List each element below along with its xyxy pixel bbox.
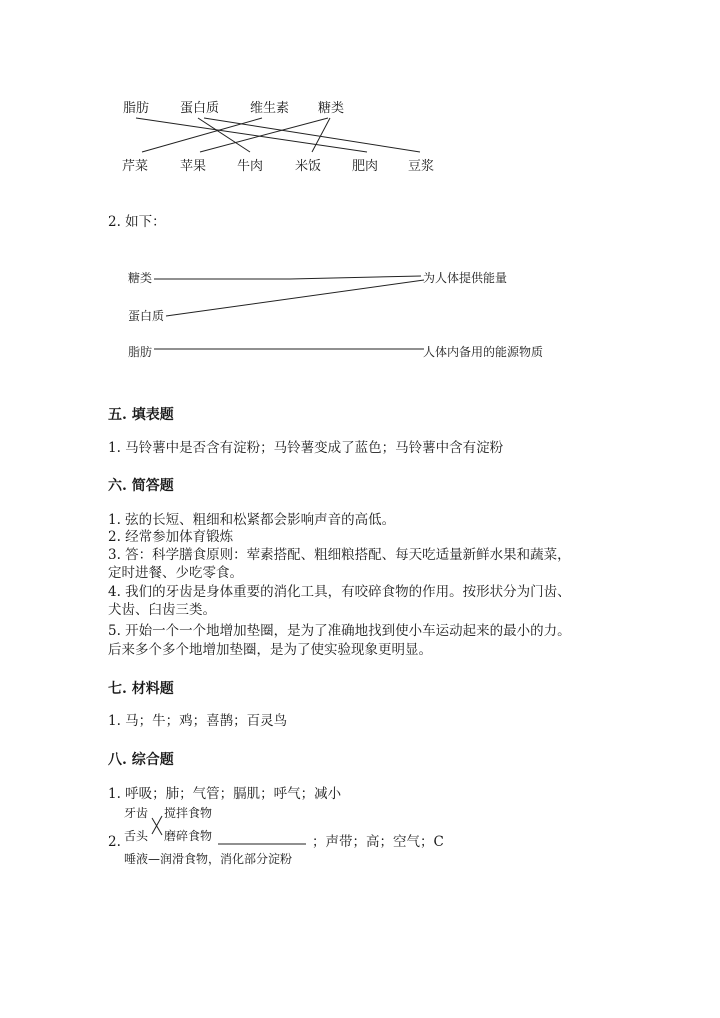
sec8-item-2-prefix: 2. xyxy=(108,834,121,850)
diagram-teeth: 牙齿 xyxy=(124,806,149,820)
match-top-sugar: 糖类 xyxy=(318,101,345,116)
match2-right-energy: 为人体提供能量 xyxy=(423,271,508,285)
match-bottom-soymilk: 豆浆 xyxy=(408,159,435,174)
section-7-title: 七. 材料题 xyxy=(108,681,174,697)
match-bottom-apple: 苹果 xyxy=(180,159,207,174)
sec8-item-1: 1. 呼吸；肺；气管；膈肌；呼气；减小 xyxy=(108,786,342,802)
sec6-item-1: 1. 弦的长短、粗细和松紧都会影响声音的高低。 xyxy=(108,512,396,528)
match-top-protein: 蛋白质 xyxy=(180,101,220,116)
diagram-saliva: 唾液—润滑食物，消化部分淀粉 xyxy=(124,852,293,866)
match-bottom-beef: 牛肉 xyxy=(237,159,264,174)
sec5-item-1: 1. 马铃薯中是否含有淀粉；马铃薯变成了蓝色；马铃薯中含有淀粉 xyxy=(108,440,504,456)
match2-right-reserve: 人体内备用的能源物质 xyxy=(423,345,544,359)
sec6-item-5: 5. 开始一个一个地增加垫圈，是为了准确地找到使小车运动起来的最小的力。 xyxy=(108,623,571,639)
match2-left-fat: 脂肪 xyxy=(128,345,153,359)
line-teeth-grind xyxy=(152,818,162,835)
match2-left-protein: 蛋白质 xyxy=(128,309,165,323)
match-top-vitamin: 维生素 xyxy=(250,101,290,116)
section-8-title: 八. 综合题 xyxy=(108,752,174,768)
sec7-item-1: 1. 马；牛；鸡；喜鹊；百灵鸟 xyxy=(108,713,288,729)
sec6-item-5-cont: 后来多个多个地增加垫圈，是为了使实验现象更明显。 xyxy=(108,642,432,658)
match2-left-sugar: 糖类 xyxy=(128,271,153,285)
match-bottom-fatty-meat: 肥肉 xyxy=(352,159,379,174)
match-top-fat: 脂肪 xyxy=(123,101,150,116)
diagram-stir-food: 搅拌食物 xyxy=(164,806,213,820)
q2-prefix: 2. 如下： xyxy=(108,214,166,230)
sec6-item-3: 3. 答：科学膳食原则：荤素搭配、粗细粮搭配、每天吃适量新鲜水果和蔬菜， xyxy=(108,547,571,563)
sec6-item-4-cont: 犬齿、臼齿三类。 xyxy=(108,602,216,618)
sec8-item-2-suffix: ；声带；高；空气；C xyxy=(312,834,444,850)
sec6-item-3-cont: 定时进餐、少吃零食。 xyxy=(108,565,243,581)
diagram-tongue: 舌头 xyxy=(124,829,149,843)
section-5-title: 五. 填表题 xyxy=(108,407,174,423)
diagram-grind-food: 磨碎食物 xyxy=(164,829,213,843)
match-bottom-rice: 米饭 xyxy=(295,159,322,174)
line-tongue-stir xyxy=(152,816,162,834)
match-bottom-celery: 芹菜 xyxy=(122,159,149,174)
sec6-item-2: 2. 经常参加体育锻炼 xyxy=(108,529,234,545)
sec6-item-4: 4. 我们的牙齿是身体重要的消化工具，有咬碎食物的作用。按形状分为门齿、 xyxy=(108,584,571,600)
section-6-title: 六. 简答题 xyxy=(108,478,174,494)
